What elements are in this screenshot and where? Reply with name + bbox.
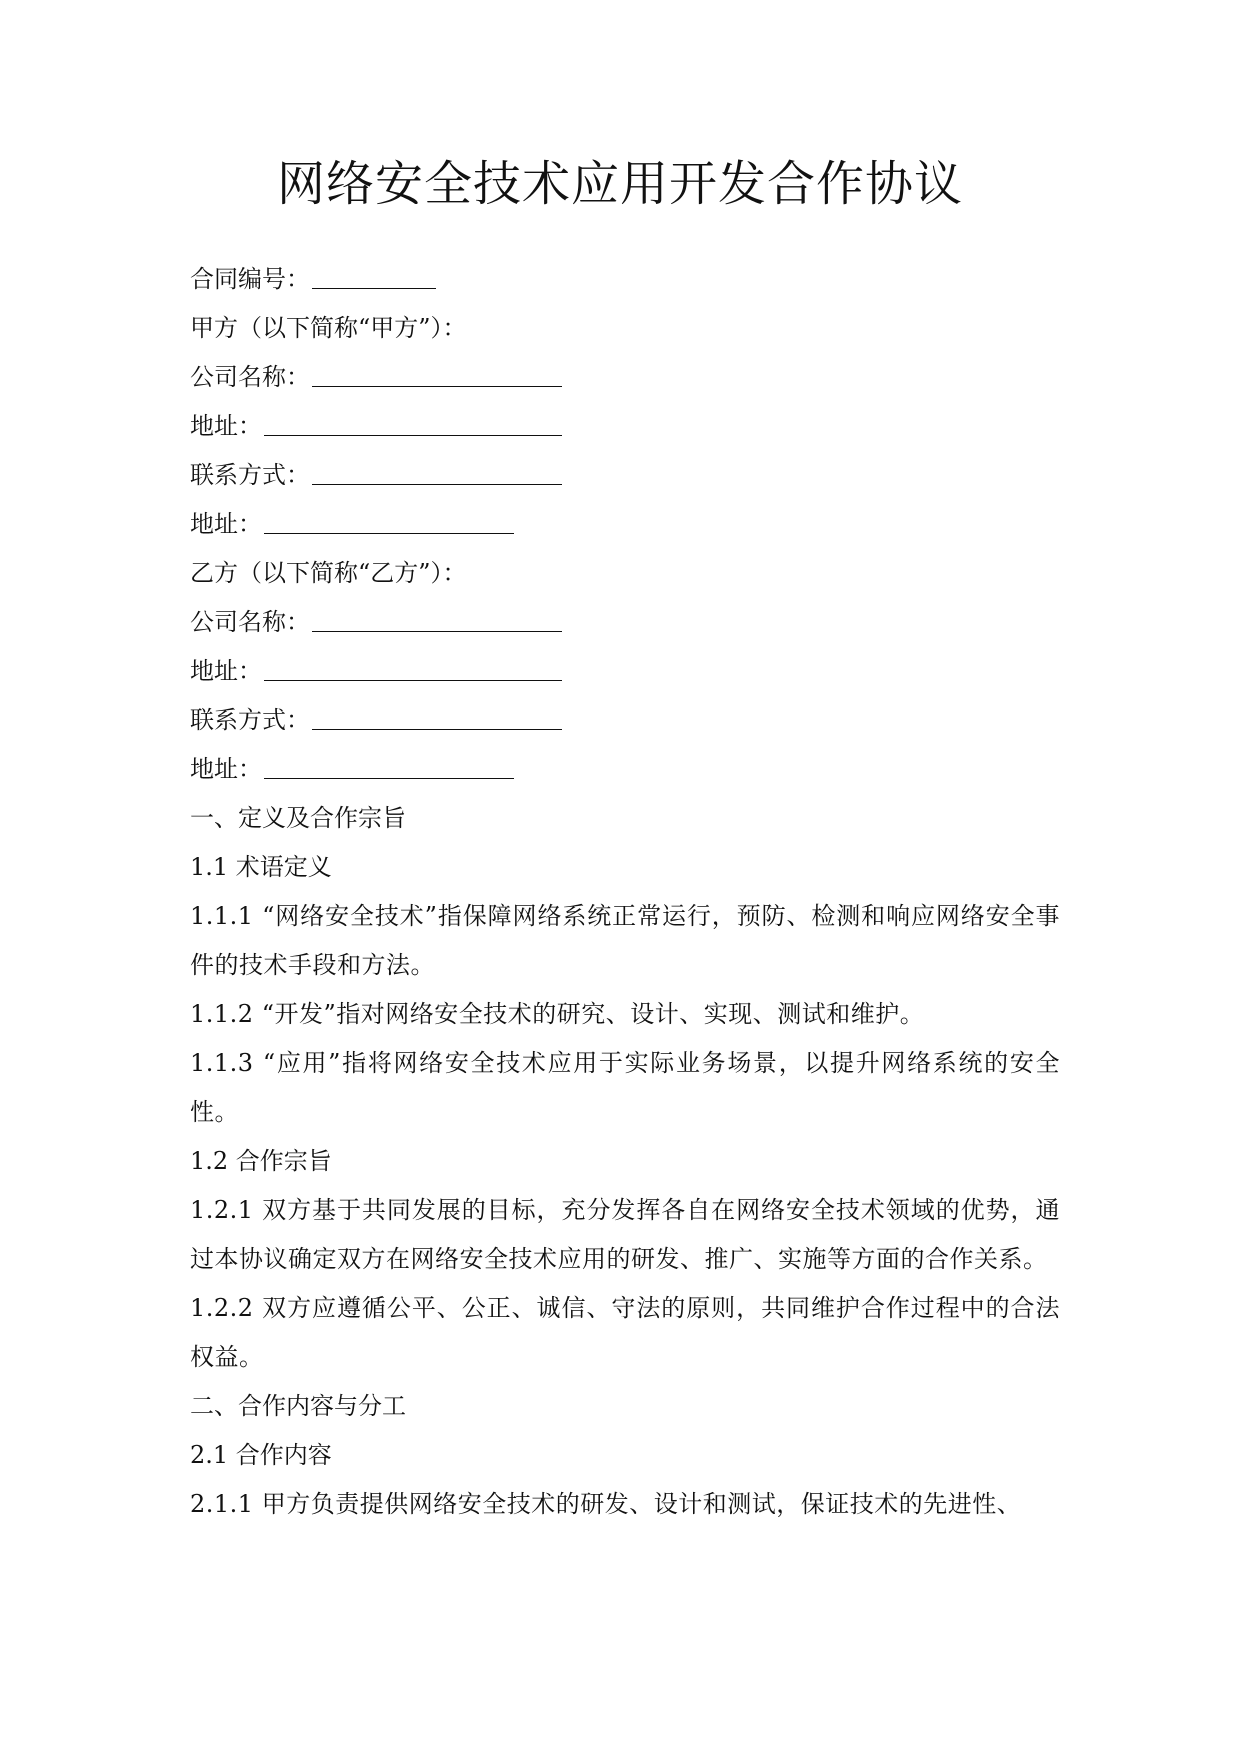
contract-number-line <box>190 255 1060 304</box>
clause-1-1-3: 1.1.3 “应用”指将网络安全技术应用于实际业务场景，以提升网络系统的安全性。 <box>190 1049 1060 1126</box>
party-a-company-label: 公司名称： <box>190 363 310 391</box>
party-a-company-blank <box>312 362 562 387</box>
section-1-1-heading: 1.1 术语定义 <box>190 853 332 881</box>
party-b-address-line <box>190 647 1060 696</box>
party-a-contact-label: 联系方式： <box>190 461 310 489</box>
party-a-address2-blank <box>264 509 514 534</box>
contract-number-blank <box>312 264 436 289</box>
party-a-contact-line <box>190 451 1060 500</box>
party-a-heading: 甲方（以下简称“甲方”）： <box>190 314 467 342</box>
party-a-address-blank <box>264 411 562 436</box>
section-2-1-heading: 2.1 合作内容 <box>190 1441 332 1469</box>
party-b-address-label: 地址： <box>190 657 262 685</box>
party-b-company-line <box>190 598 1060 647</box>
party-b-company-blank <box>312 607 562 632</box>
section-1-2-heading: 1.2 合作宗旨 <box>190 1147 332 1175</box>
party-a-contact-blank <box>312 460 562 485</box>
document-body <box>190 255 1060 1529</box>
clause-1-2-2: 1.2.2 双方应遵循公平、公正、诚信、守法的原则，共同维护合作过程中的合法权益。 <box>190 1294 1060 1371</box>
party-b-address2-label: 地址： <box>190 755 262 783</box>
document-title: 网络安全技术应用开发合作协议 <box>276 156 963 212</box>
party-b-address2-line <box>190 745 1060 794</box>
party-b-heading: 乙方（以下简称“乙方”）： <box>190 559 467 587</box>
party-b-contact-label: 联系方式： <box>190 706 310 734</box>
party-b-contact-line <box>190 696 1060 745</box>
party-b-address-blank <box>264 656 562 681</box>
clause-1-2-1: 1.2.1 双方基于共同发展的目标，充分发挥各自在网络安全技术领域的优势，通过本协议确定双方在网络安全技术应用的研发、推广、实施等方面的合作关系。 <box>190 1196 1060 1273</box>
party-a-address2-line <box>190 500 1060 549</box>
party-a-company-line <box>190 353 1060 402</box>
section-1-heading: 一、定义及合作宗旨 <box>190 804 406 832</box>
party-a-address-line <box>190 402 1060 451</box>
contract-number-label: 合同编号： <box>190 265 310 293</box>
section-2-heading: 二、合作内容与分工 <box>190 1392 406 1420</box>
clause-1-1-2: 1.1.2 “开发”指对网络安全技术的研究、设计、实现、测试和维护。 <box>190 1000 925 1028</box>
party-a-address-label: 地址： <box>190 412 262 440</box>
party-b-contact-blank <box>312 705 562 730</box>
party-a-address2-label: 地址： <box>190 510 262 538</box>
clause-2-1-1: 2.1.1 甲方负责提供网络安全技术的研发、设计和测试，保证技术的先进性、 <box>190 1490 1022 1518</box>
party-b-address2-blank <box>264 754 514 779</box>
party-b-company-label: 公司名称： <box>190 608 310 636</box>
clause-1-1-1: 1.1.1 “网络安全技术”指保障网络系统正常运行，预防、检测和响应网络安全事件的技术手段和方法。 <box>190 902 1060 979</box>
